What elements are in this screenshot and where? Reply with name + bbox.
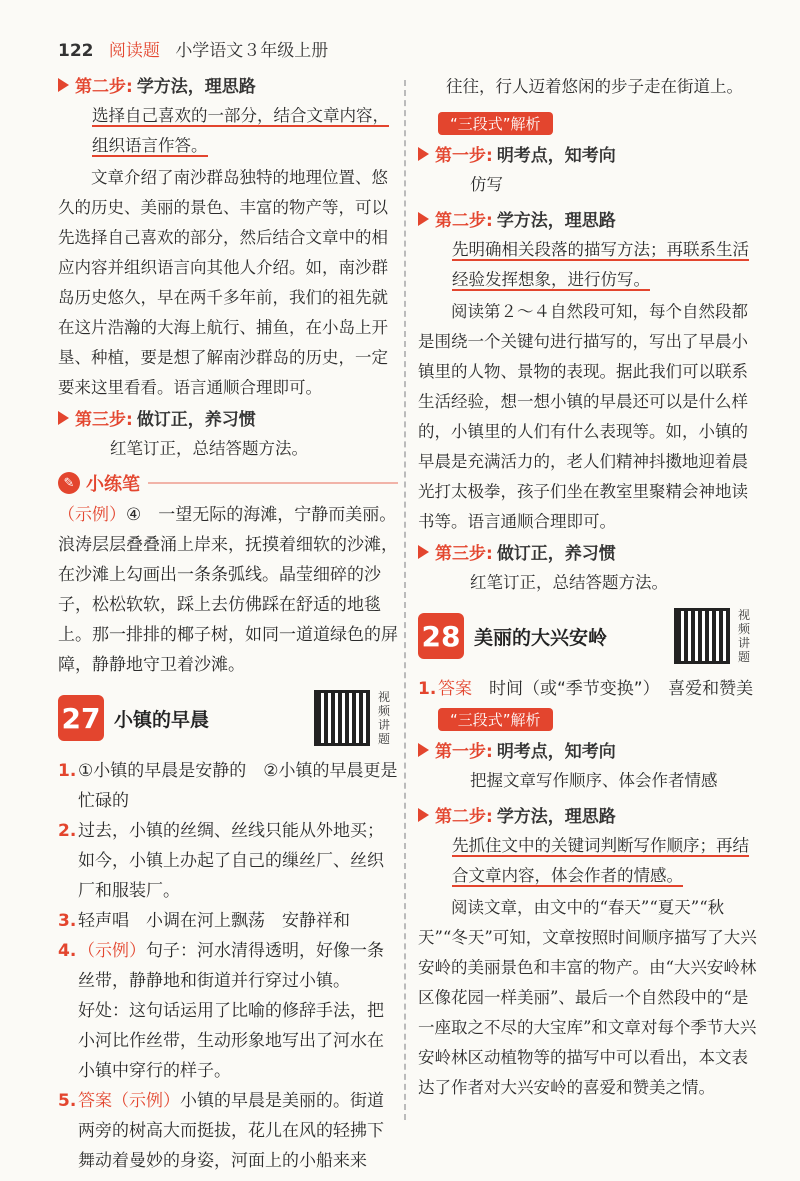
- answer-item: 5. 答案（示例）小镇的早晨是美丽的。街道两旁的树高大而挺拔，花儿在风的轻拂下舞动着曼妙的身姿，河面上的小船来来: [58, 1091, 384, 1171]
- triangle-icon: [418, 212, 429, 226]
- step-heading: 第一步: 明考点，知考向: [418, 141, 758, 166]
- header-tag: 阅读题: [108, 41, 160, 61]
- answer-item: 2. 过去，小镇的丝绸、丝线只能从外地买；如今，小镇上办起了自己的缫丝厂、丝织厂和服装厂。: [58, 821, 384, 901]
- lesson-title: 小镇的早晨: [114, 708, 210, 731]
- step-label: 第三步:: [75, 410, 133, 430]
- page-header: [58, 36, 328, 61]
- step-heading: 第三步: 做订正，养习惯: [418, 539, 758, 564]
- lesson-27-header: [58, 690, 398, 746]
- answer-item: 1. 答案 时间（或“季节变换”） 喜爱和赞美: [418, 679, 754, 699]
- step-heading: [58, 405, 398, 430]
- triangle-icon: [58, 411, 69, 425]
- method-text: 选择自己喜欢的一部分，结合文章内容，组织语言作答。: [92, 106, 389, 155]
- lesson-title: 美丽的大兴安岭: [474, 626, 608, 649]
- step-text: 仿写: [470, 175, 503, 194]
- answer-item: 3. 轻声唱 小调在河上飘荡 安静祥和: [58, 911, 350, 931]
- right-column: [418, 72, 758, 1105]
- triangle-icon: [418, 808, 429, 822]
- lesson-number: 28: [418, 613, 464, 659]
- analysis-paragraph: 阅读文章，由文中的“春天”“夏天”“秋天”“冬天”可知，文章按照时间顺序描写了大兴安岭的美丽景色和丰富的物产。由“大兴安岭林区像花园一样美丽”、最后一个自然段中的“是一座取之不尽的大宝库”和文章对每个季节大兴安岭林区动植物等的描写中可以看出，本文表达了作者对大兴安岭的喜爱和赞美之情。: [418, 898, 757, 1097]
- step-text: 红笔订正，总结答题方法。: [110, 439, 308, 458]
- pen-icon: ✎: [58, 472, 80, 494]
- step-text: 把握文章写作顺序、体会作者情感: [470, 771, 718, 790]
- triangle-icon: [418, 545, 429, 559]
- continued-text: 往往，行人迈着悠闲的步子走在街道上。: [446, 77, 743, 96]
- analysis-paragraph: 文章介绍了南沙群岛独特的地理位置、悠久的历史、美丽的景色、丰富的物产等，可以先选择自己喜欢的部分，然后结合文章中的相应内容并组织语言向其他人介绍。如，南沙群岛历史悠久，早在两千多年前，我们的祖先就在这片浩瀚的大海上航行、捕鱼，在小岛上开垦、种植，要是想了解南沙群岛的历史，一定要来这里看看。语言通顺合理即可。: [58, 168, 388, 397]
- step-title: 做订正，养习惯: [136, 410, 256, 430]
- example-text: （示例）④ 一望无际的海滩，宁静而美丽。浪涛层层叠叠涌上岸来，抚摸着细软的沙滩，在沙滩上勾画出一条条弧线。晶莹细碎的沙子，松松软软，踩上去仿佛踩在舒适的地毯上。那一排排的椰子树，如同一道道绿色的屏障，静静地守卫着沙滩。: [58, 505, 398, 675]
- step-label: 第二步:: [75, 77, 133, 97]
- step-title: 学方法，理思路: [136, 77, 256, 97]
- method-text: 先抓住文中的关键词判断写作顺序；再结合文章内容，体会作者的情感。: [452, 836, 749, 885]
- analysis-paragraph: 阅读第２～４自然段可知，每个自然段都是围绕一个关键句进行描写的，写出了早晨小镇里的人物、景物的表现。据此我们可以联系生活经验，想一想小镇的早晨还可以是什么样的，小镇里的人们有什么表现等。如，小镇的早晨是充满活力的，老人们精神抖擞地迎着晨光打太极拳，孩子们坐在教室里聚精会神地读书等。语言通顺合理即可。: [418, 302, 748, 531]
- lesson-28-header: [418, 608, 758, 664]
- triangle-icon: [418, 743, 429, 757]
- qr-code-icon[interactable]: [314, 690, 370, 746]
- step-heading: 第二步: 学方法，理思路: [418, 802, 758, 827]
- section-title: 小练笔: [86, 474, 140, 495]
- answer-item: 4. （示例）句子：河水清得透明，好像一条丝带，静静地和街道并行穿过小镇。: [58, 941, 384, 991]
- sanduan-badge: “三段式”解析: [438, 112, 553, 135]
- step-heading: [58, 72, 398, 97]
- step-heading: 第二步: 学方法，理思路: [418, 206, 758, 231]
- section-lianbi: [58, 470, 398, 496]
- step-text: 红笔订正，总结答题方法。: [470, 573, 668, 592]
- lesson-number: 27: [58, 695, 104, 741]
- header-subtitle: 小学语文３年级上册: [175, 41, 329, 61]
- triangle-icon: [418, 147, 429, 161]
- triangle-icon: [58, 78, 69, 92]
- step-heading: 第一步: 明考点，知考向: [418, 737, 758, 762]
- column-divider: [404, 80, 406, 1120]
- answer-item: 好处：这句话运用了比喻的修辞手法，把小河比作丝带，生动形象地写出了河水在小镇中穿行的样子。: [78, 1001, 384, 1081]
- answer-item: 1. ①小镇的早晨是安静的 ②小镇的早晨更是忙碌的: [58, 761, 398, 811]
- qr-label: 视频讲题: [378, 690, 391, 746]
- left-column: [58, 72, 398, 1176]
- sanduan-badge: “三段式”解析: [438, 708, 553, 731]
- method-text: 先明确相关段落的描写方法；再联系生活经验发挥想象，进行仿写。: [452, 240, 749, 289]
- page-number: 122: [58, 41, 94, 61]
- qr-label: 视频讲题: [738, 608, 751, 664]
- qr-code-icon[interactable]: [674, 608, 730, 664]
